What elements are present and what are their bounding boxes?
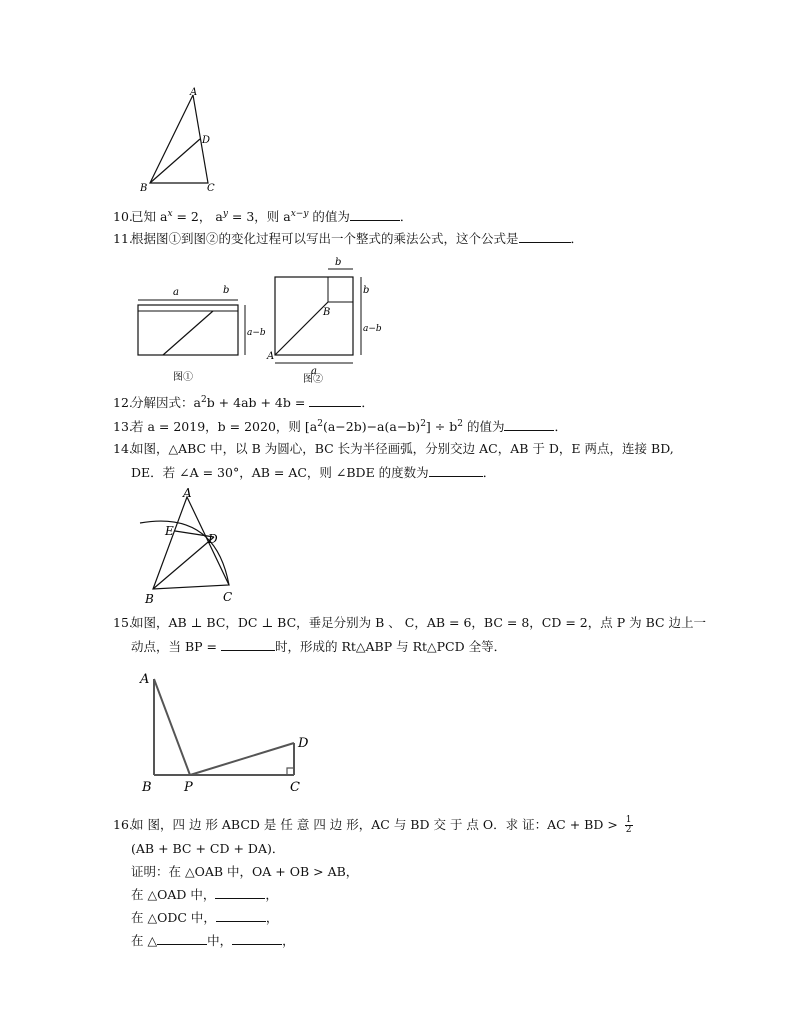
label-a-bottom: a <box>311 366 317 377</box>
q10-text-b: = 2， a <box>172 209 223 225</box>
figure-q9-triangle <box>140 85 230 195</box>
fraction-numerator: 1 <box>625 815 632 825</box>
label-a: A <box>190 87 198 98</box>
question-number: 13. <box>113 419 133 435</box>
label-b: B <box>142 780 152 795</box>
q16-line-5: 在 △ODC 中， <box>131 910 216 925</box>
label-d: D <box>298 736 309 751</box>
question-11: 11.根据图①到图②的变化过程可以写出一个整式的乘法公式，这个公式是 ． <box>113 231 584 246</box>
q16-line-6a: 在 △ <box>131 933 158 948</box>
q13-text-b: (a−2b)−a(a−b) <box>322 419 421 435</box>
question-number: 16. <box>113 817 133 832</box>
label-c: C <box>207 183 215 194</box>
caption-fig2: 图② <box>303 374 323 385</box>
q16-line-6b: 中， <box>207 933 233 948</box>
question-number: 11. <box>113 231 133 246</box>
q13-exp-3: 2 <box>457 419 463 429</box>
answer-blank[interactable] <box>216 909 266 922</box>
caption-fig1: 图① <box>173 372 193 383</box>
q10-exp-y: y <box>222 209 228 219</box>
question-15 <box>113 614 706 632</box>
answer-blank[interactable] <box>215 886 265 899</box>
question-number: 14. <box>113 441 133 456</box>
question-16-line-4: 在 △OAD 中， ， <box>131 887 278 902</box>
figure-q15-right-triangles <box>138 665 328 795</box>
question-16-line-5: 在 △ODC 中， ， <box>131 910 279 925</box>
q13-text-d: 的值为 <box>462 419 505 435</box>
q16-line-2: (AB + BC + CD + DA)． <box>131 841 285 856</box>
figure-q14-triangle-arc <box>135 485 245 610</box>
q10-exp-xy: x−y <box>290 209 309 219</box>
answer-blank[interactable] <box>232 932 282 945</box>
q14-line-2: DE．若 ∠A = 30°，AB = AC，则 ∠BDE 的度数为 <box>131 465 429 480</box>
q10-exp-x: x <box>167 209 173 219</box>
label-d: D <box>208 532 218 546</box>
q13-text-c: ] ÷ b <box>425 419 458 435</box>
answer-blank[interactable] <box>429 464 483 477</box>
q16-line-3: 证明：在 △OAB 中，OA + OB > AB， <box>131 864 359 879</box>
label-a: A <box>140 672 150 687</box>
label-b: B <box>140 183 148 194</box>
label-c: C <box>290 780 300 795</box>
label-p: P <box>184 780 193 795</box>
question-16 <box>113 816 633 835</box>
q13-exp-1: 2 <box>317 419 323 429</box>
q16-line-1: 如 图，四 边 形 ABCD 是 任 意 四 边 形，AC 与 BD 交 于 点 O．求 证：AC + BD > <box>131 817 618 832</box>
question-14 <box>113 440 674 458</box>
question-16-line-6: 在 △ 中， ， <box>131 933 295 948</box>
q10-text-c: = 3，则 a <box>227 209 291 225</box>
label-a: a <box>173 287 179 298</box>
label-point-a: A <box>267 351 275 362</box>
label-point-b: B <box>323 307 331 318</box>
q15-line-2b: 时，形成的 Rt△ABP 与 Rt△PCD 全等． <box>275 639 507 654</box>
label-a-minus-b: a−b <box>247 328 266 338</box>
figure-q11-rectangles <box>133 255 383 385</box>
q10-text-d: 的值为 <box>308 209 350 225</box>
q13-text-a: 若 a = 2019，b = 2020，则 [a <box>131 419 318 435</box>
question-number: 15. <box>113 615 133 630</box>
answer-blank[interactable] <box>309 394 361 407</box>
label-b-side: b <box>363 285 370 296</box>
answer-blank[interactable] <box>504 418 554 431</box>
label-a: A <box>183 486 192 500</box>
q11-text: 根据图①到图②的变化过程可以写出一个整式的乘法公式，这个公式是 <box>131 231 519 246</box>
q15-line-2a: 动点，当 BP = <box>131 639 221 654</box>
q14-line-1: 如图，△ABC 中，以 B 为圆心，BC 长为半径画弧，分别交边 AC，AB 于 D，E 两点，连接 BD, <box>131 441 674 456</box>
q12-text-a: 分解因式：a <box>131 395 201 411</box>
question-15-line-2 <box>131 638 506 656</box>
fraction-denominator: 2 <box>625 825 632 835</box>
answer-blank[interactable] <box>350 208 400 221</box>
q12-text-b: b + 4ab + 4b = <box>206 395 310 411</box>
question-12: 12.分解因式：$a^2b + 4ab + 4b$ = ． <box>113 395 374 411</box>
question-16-line-2 <box>131 840 284 858</box>
answer-blank[interactable] <box>157 932 207 945</box>
label-c: C <box>223 590 233 604</box>
question-number: 10. <box>113 209 133 225</box>
answer-blank[interactable] <box>221 638 275 651</box>
label-e: E <box>165 524 174 538</box>
q16-line-4: 在 △OAD 中， <box>131 887 216 902</box>
fraction-one-half <box>625 816 633 835</box>
label-d: D <box>202 135 211 146</box>
label-b: b <box>223 285 230 296</box>
question-number: 12. <box>113 395 133 411</box>
q10-text-a: 已知 a <box>131 209 168 225</box>
q13-exp-2: 2 <box>420 419 426 429</box>
answer-blank[interactable] <box>519 230 571 243</box>
label-b: B <box>145 592 154 606</box>
question-10: 10.已知 $a^x = 2$， $a^y = 3$，则 $a^{x-y}$ 的值为 ． <box>113 209 413 225</box>
question-14-line-2: DE．若 ∠A = 30°，AB = AC，则 ∠BDE 的度数为 ． <box>131 465 496 480</box>
q15-line-1: 如图，AB ⊥ BC，DC ⊥ BC，垂足分别为 B 、 C，AB = 6，BC = 8，CD = 2，点 P 为 BC 边上一 <box>131 615 707 630</box>
question-13: 13.若 a = 2019，b = 2020，则 $[a^2(a-2b)-a(a-b)^2] \div b^2$ 的值为 ． <box>113 419 567 435</box>
question-16-line-3 <box>131 863 358 881</box>
q12-exp: 2 <box>200 395 207 405</box>
label-b-top: b <box>335 257 342 268</box>
label-a-minus-b-2: a−b <box>363 324 382 334</box>
